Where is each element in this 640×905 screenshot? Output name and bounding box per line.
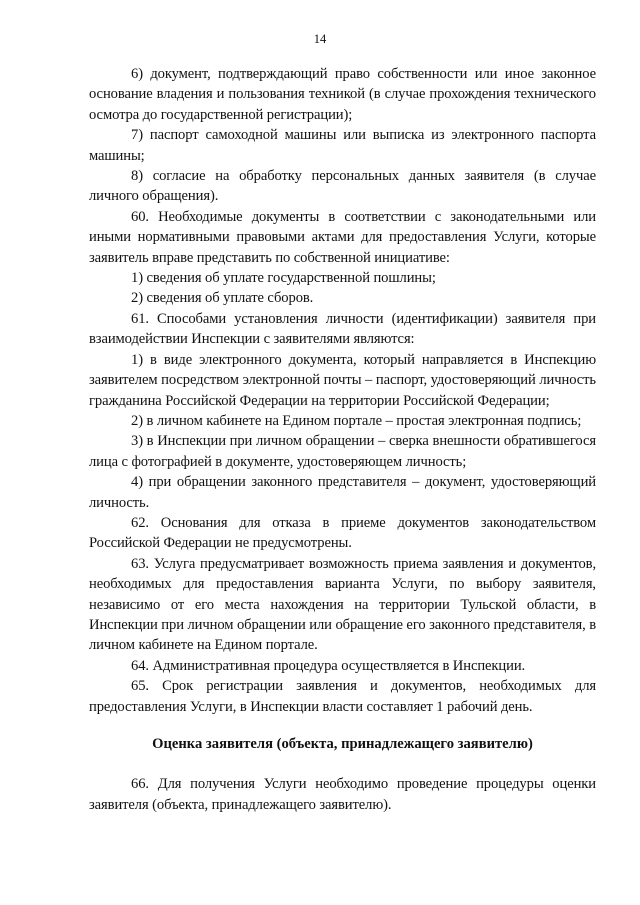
paragraph-item-61-3: 3) в Инспекции при личном обращении – сверка внешности обратившегося лица с фотографией в документе, удостоверяющем личность; xyxy=(89,433,596,470)
paragraph-clause-63: 63. Услуга предусматривает возможность приема заявления и документов, необходимых для предоставления варианта Услуги, по выбору заявителя, независимо от его места нахождения на территории Тульской области, в Инспекции при личном обращении или обращение его законного представителя, в личном кабинете на Едином портале. xyxy=(89,555,596,654)
paragraph-item-6: 6) документ, подтверждающий право собственности или иное законное основание владения и пользования техникой (в случае прохождения технического осмотра до государственной регистрации); xyxy=(89,66,596,123)
paragraph-item-7: 7) паспорт самоходной машины или выписка из электронного паспорта машины; xyxy=(89,127,596,164)
section-heading: Оценка заявителя (объекта, принадлежащего заявителю) xyxy=(152,736,533,752)
paragraph-item-61-4: 4) при обращении законного представителя – документ, удостоверяющий личность. xyxy=(89,474,596,511)
paragraph-item-60-1: 1) сведения об уплате государственной пошлины; xyxy=(131,270,436,287)
paragraph-clause-66: 66. Для получения Услуги необходимо проведение процедуры оценки заявителя (объекта, принадлежащего заявителю). xyxy=(89,776,596,813)
paragraph-clause-65: 65. Срок регистрации заявления и документов, необходимых для предоставления Услуги, в Инспекции власти составляет 1 рабочий день. xyxy=(89,678,596,715)
paragraph-clause-60: 60. Необходимые документы в соответствии с законодательными или иными нормативными правовыми актами для предоставления Услуги, которые заявитель вправе представить по собственной инициативе: xyxy=(89,208,596,266)
paragraph-item-60-2: 2) сведения об уплате сборов. xyxy=(131,290,314,307)
paragraph-item-61-1: 1) в виде электронного документа, который направляется в Инспекцию заявителем посредством электронной почты – паспорт, удостоверяющий личность гражданина Российской Федерации на территории Российской Федерации; xyxy=(89,351,596,409)
paragraph-clause-61: 61. Способами установления личности (идентификации) заявителя при взаимодействии Инспекции с заявителями являются: xyxy=(89,310,596,348)
paragraph-clause-62: 62. Основания для отказа в приеме документов законодательством Российской Федерации не предусмотрены. xyxy=(89,514,596,552)
paragraph-clause-64: 64. Административная процедура осуществляется в Инспекции. xyxy=(131,657,526,674)
page-number: 14 xyxy=(313,32,327,46)
page-content xyxy=(89,64,596,815)
paragraph-item-8: 8) согласие на обработку персональных данных заявителя (в случае личного обращения). xyxy=(89,168,596,205)
paragraph-item-61-2: 2) в личном кабинете на Едином портале – простая электронная подпись; xyxy=(131,412,582,429)
